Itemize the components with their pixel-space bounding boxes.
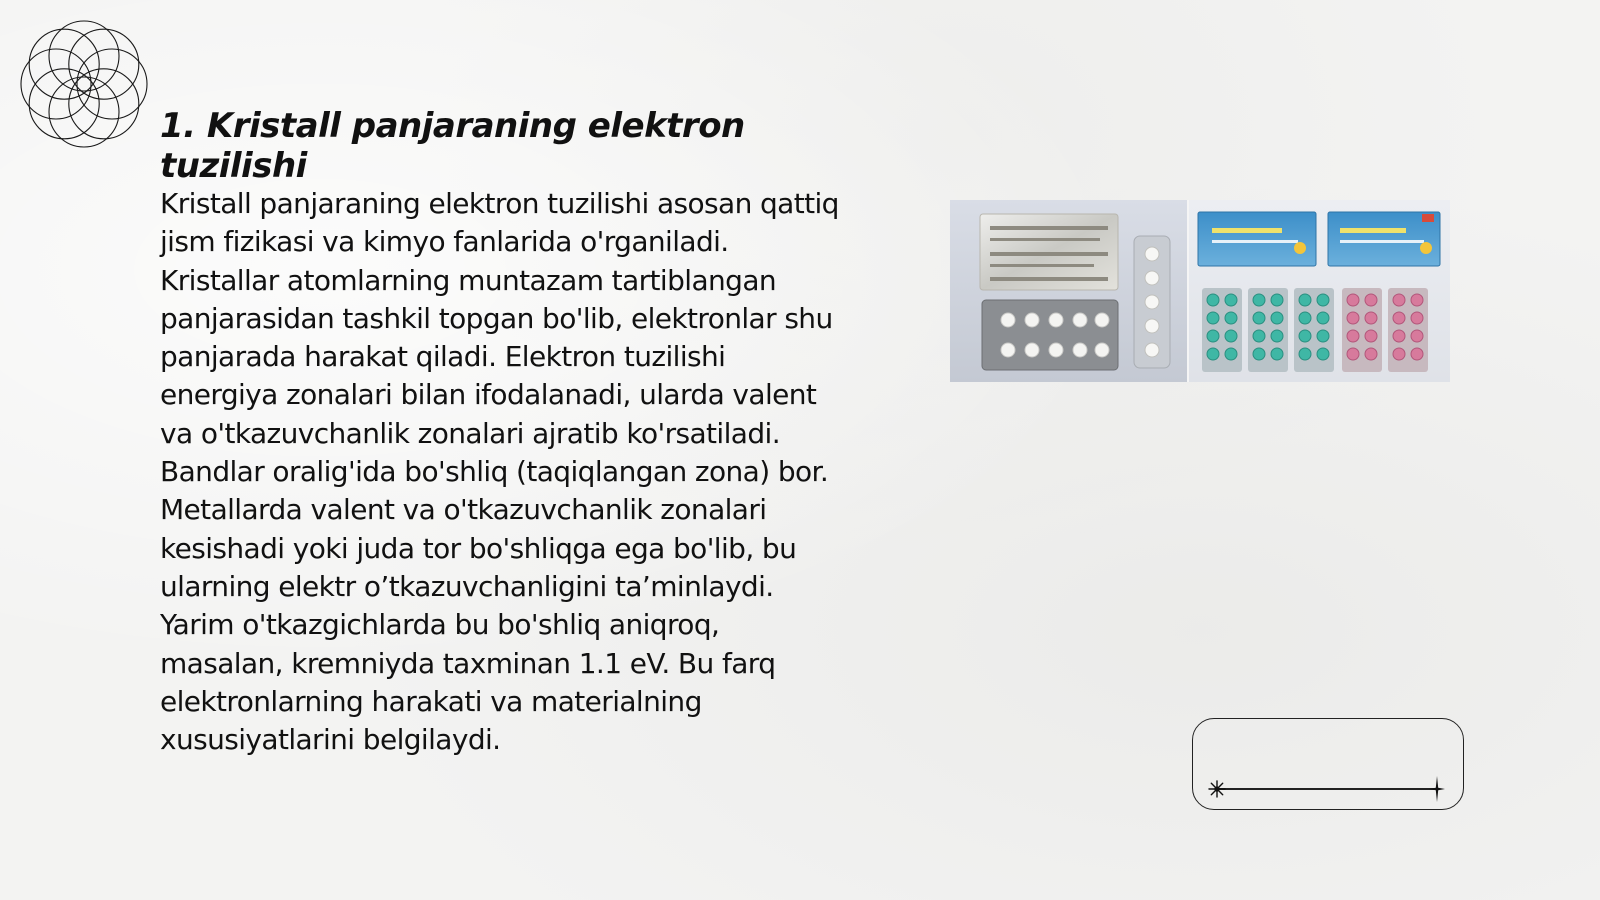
timeline-frame xyxy=(1192,718,1464,810)
circles-ornament-icon xyxy=(10,10,158,158)
slide-body-text: Kristall panjaraning elektron tuzilishi asosan qattiq jism fizikasi va kimyo fanlarida o'rganiladi. Kristallar atomlarning muntazam tartiblangan panjarasidan tashkil topgan bo'lib, elektronlar shu panjarada harakat qiladi. Elektron tuzilishi energiya zonalari bilan ifodalanadi, ularda valent va o'tkazuvchanlik zonalari ajratib ko'rsatiladi. Bandlar oralig'ida bo'shliq (taqiqlangan zona) bor. Metallarda valent va o'tkazuvchanlik zonalari kesishadi yoki juda tor bo'shliqga ega bo'lib, bu ularning elektr o’tkazuvchanligini ta’minlaydi. Yarim o'tkazgichlarda bu bo'shliq aniqroq, masalan, kremniyda taxminan 1.1 eV. Bu farq elektronlarning harakati va materialning xususiyatlarini belgilaydi. xyxy=(160,187,839,757)
timeline-line xyxy=(1217,788,1437,790)
slide-title: 1. Kristall panjaraning elektron tuzilishi xyxy=(160,106,745,186)
medicine-blister-packs-photo xyxy=(950,200,1450,382)
sparkle-icon xyxy=(1207,779,1227,799)
star-cross-icon xyxy=(1429,776,1445,802)
